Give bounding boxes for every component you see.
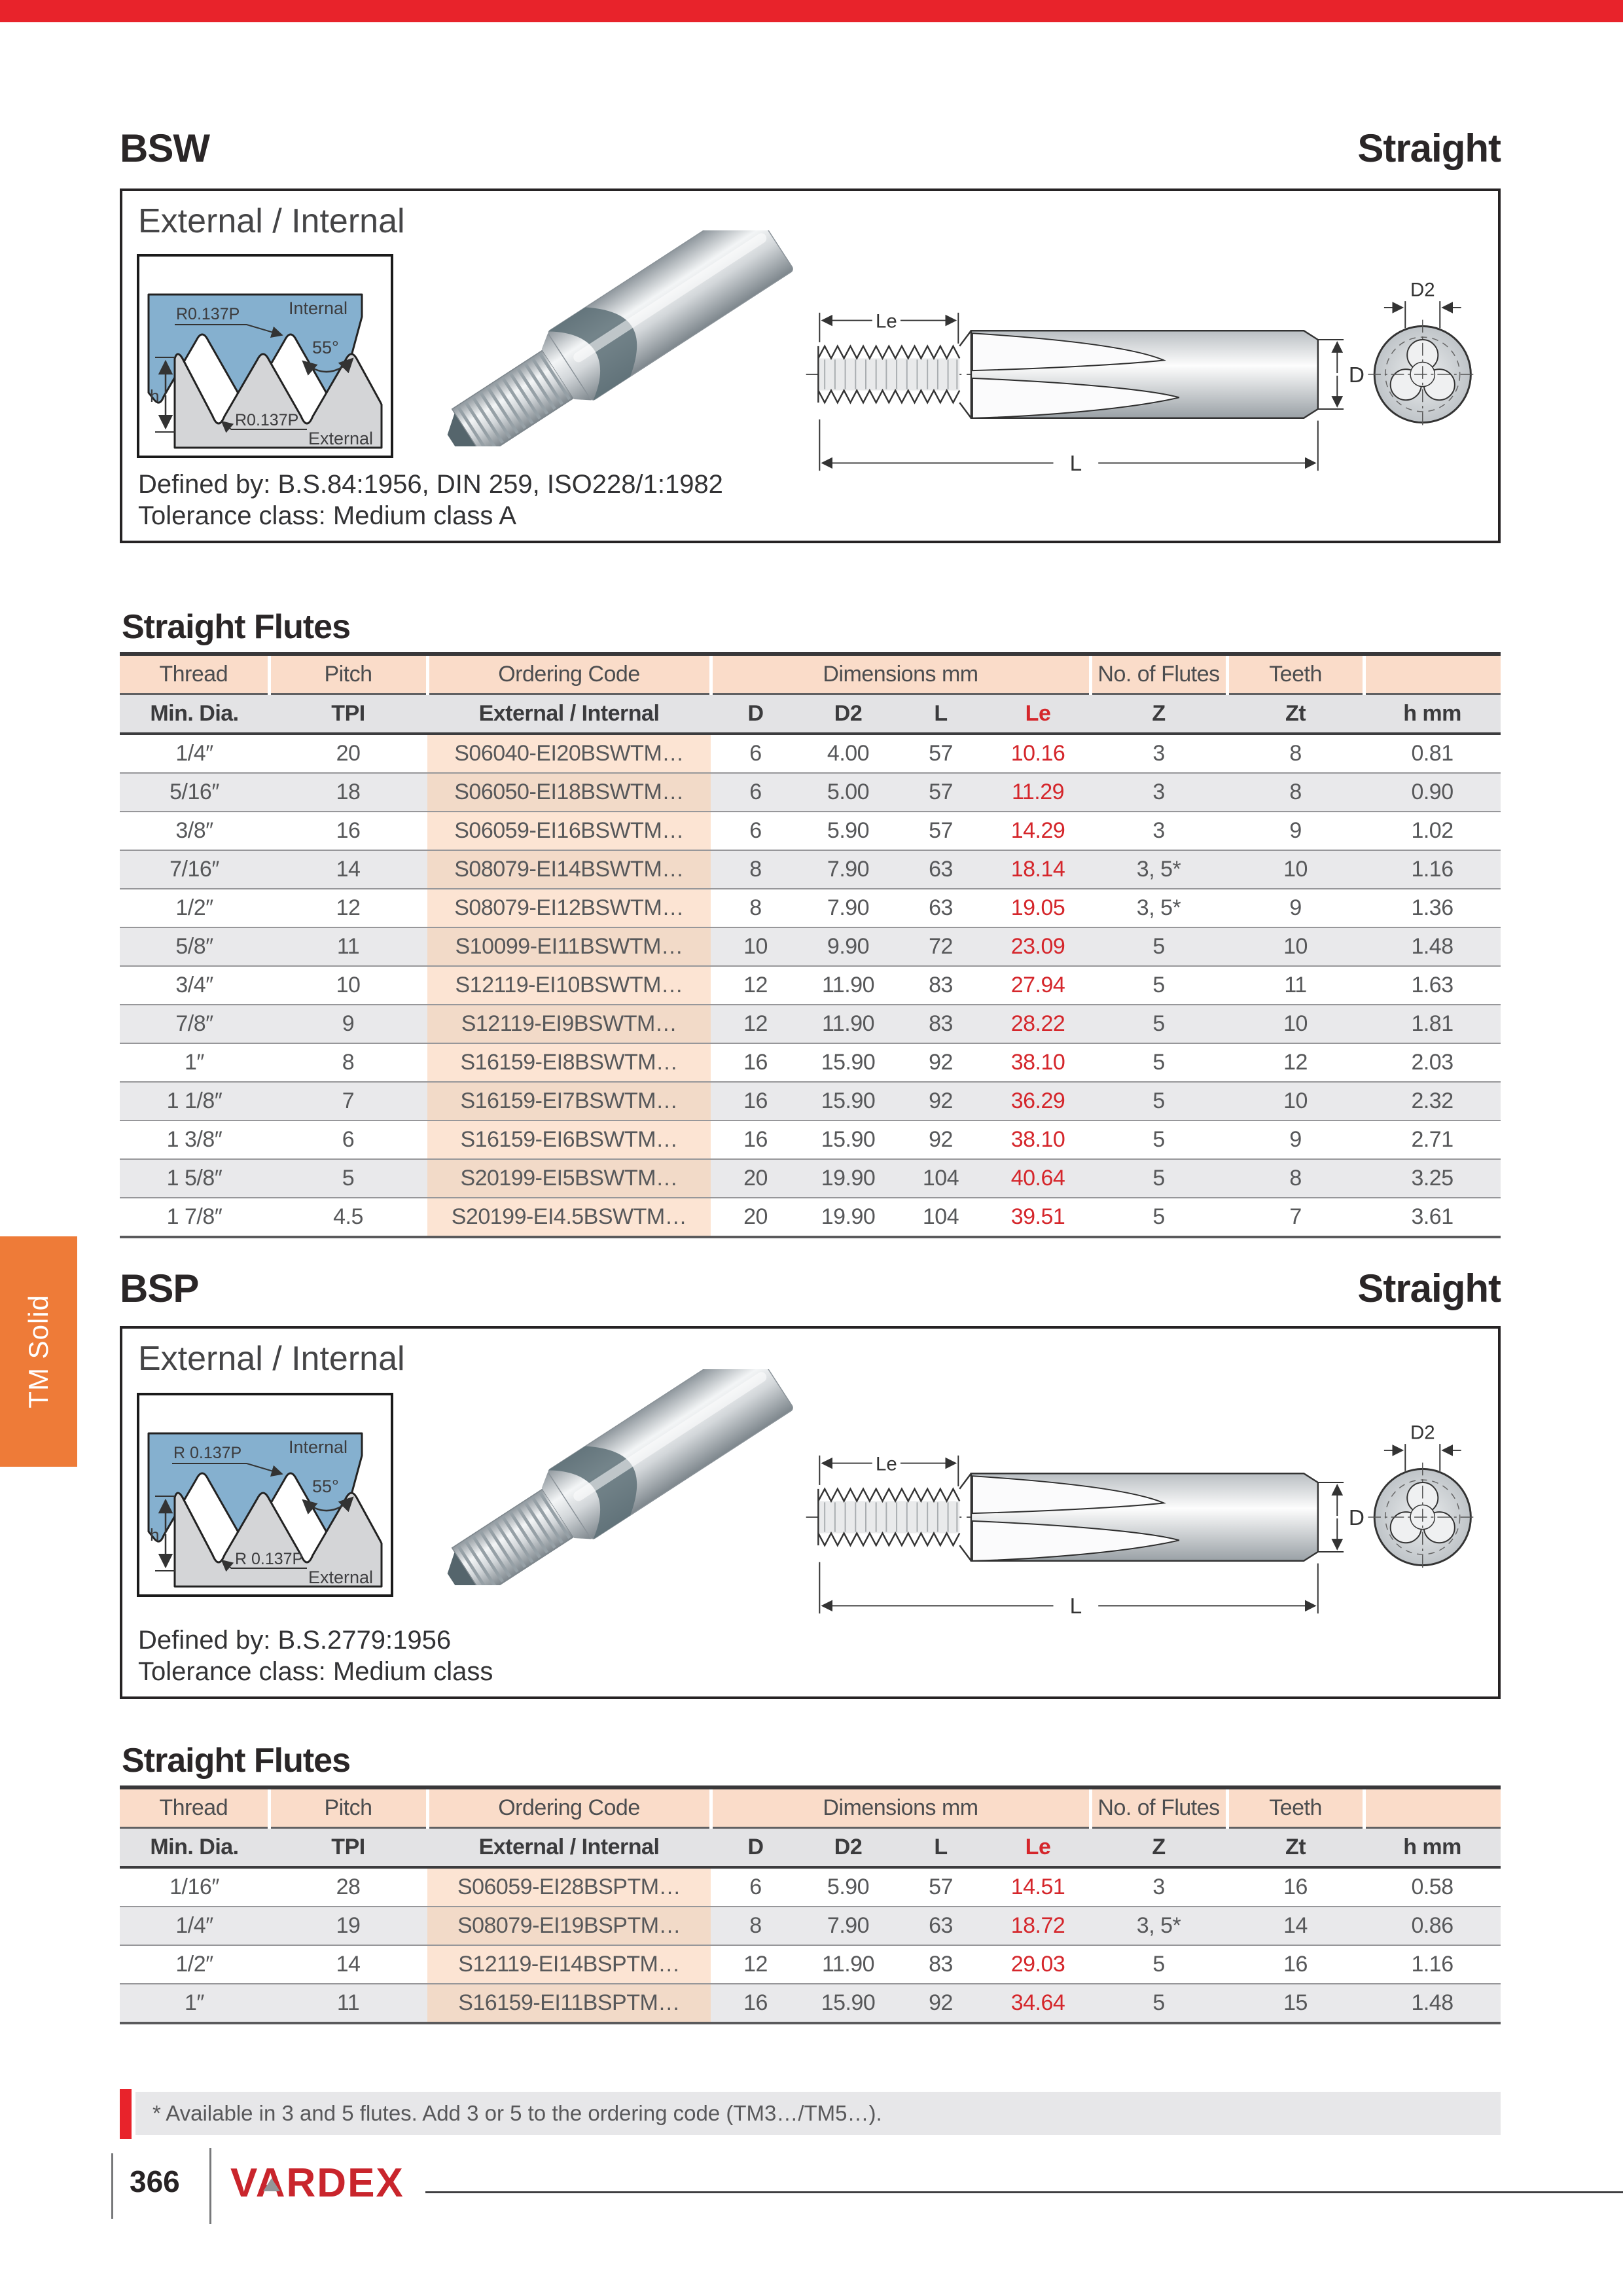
table-cell: 8	[749, 895, 762, 920]
table-cell: 16	[336, 818, 361, 843]
table-cell: S12119-EI9BSWTM…	[427, 1005, 711, 1043]
table-cell: 1.48	[1411, 1990, 1454, 2015]
table-cell: 57	[929, 818, 953, 843]
table-cell: 5	[1152, 1990, 1165, 2015]
table-row	[120, 1043, 1501, 1082]
table-cell: 10	[1283, 934, 1308, 959]
footer-divider	[111, 2153, 113, 2219]
table-cell: 11.90	[821, 1011, 875, 1036]
column-header: D	[711, 1828, 800, 1868]
table-cell: 3, 5*	[1136, 895, 1181, 920]
external-label: External	[308, 429, 374, 448]
table-cell: 6	[342, 1127, 355, 1152]
table-row	[120, 889, 1501, 927]
column-header: h mm	[1364, 694, 1501, 734]
brand-name: VARDEX	[230, 2161, 404, 2206]
d2-dimension-label: D2	[1410, 1422, 1435, 1444]
column-header: TPI	[269, 694, 427, 734]
table-cell: 2.32	[1411, 1088, 1454, 1113]
table-group-header	[120, 1787, 1501, 1828]
column-header: Thread	[120, 654, 269, 694]
bsw-spec-box	[120, 188, 1501, 543]
table-cell: 16	[743, 1088, 768, 1113]
column-header: Teeth	[1227, 1787, 1364, 1828]
table-cell: 72	[929, 934, 953, 959]
table-cell: 19.90	[821, 1204, 876, 1229]
table-cell: 15.90	[821, 1990, 876, 2015]
table-cell: S08079-EI12BSWTM…	[427, 889, 711, 927]
table-cell: 83	[929, 1011, 953, 1036]
table-cell: 57	[929, 741, 953, 766]
table-row	[120, 1867, 1501, 1907]
d-dimension-label: D	[1348, 1505, 1365, 1530]
table-cell: 4.5	[333, 1204, 363, 1229]
column-header: D	[711, 694, 800, 734]
column-header: Le	[986, 694, 1090, 734]
column-header: D2	[800, 1828, 896, 1868]
table-cell: 5	[1152, 1952, 1165, 1977]
column-header: Thread	[120, 1787, 269, 1828]
table-cell: 15.90	[821, 1127, 876, 1152]
table-cell: 14.29	[1010, 818, 1065, 843]
table-cell: 19.05	[1010, 895, 1065, 920]
side-tab-tm-solid[interactable]	[0, 1236, 77, 1467]
bsw-flutes-title: Straight Flutes	[122, 608, 351, 646]
table-cell: 5	[1152, 1011, 1165, 1036]
table-row	[120, 850, 1501, 889]
bsw-technical-drawing	[796, 257, 1484, 492]
table-row	[120, 1984, 1501, 2023]
column-header: Zt	[1227, 1828, 1364, 1868]
table-cell: 11	[336, 934, 360, 959]
table-cell: 15.90	[821, 1050, 876, 1075]
table-cell: 38.10	[1010, 1127, 1065, 1152]
table-cell: 10	[743, 934, 768, 959]
table-cell: 3	[1152, 780, 1165, 804]
table-cell: 57	[929, 780, 953, 804]
tolerance-text: Tolerance class: Medium class	[138, 1657, 493, 1686]
column-header: Le	[986, 1828, 1090, 1868]
table-cell: 28.22	[1010, 1011, 1065, 1036]
table-cell: 1 1/8″	[166, 1088, 223, 1113]
column-header: External / Internal	[427, 1828, 711, 1868]
table-cell: 0.58	[1411, 1874, 1454, 1899]
table-cell: 1 7/8″	[166, 1204, 223, 1229]
table-cell: 7	[1289, 1204, 1302, 1229]
table-cell: 7/16″	[169, 857, 219, 882]
column-header	[1364, 1787, 1501, 1828]
bsw-heading-row	[120, 126, 1501, 171]
table-cell: 1/16″	[169, 1874, 219, 1899]
table-row	[120, 1198, 1501, 1237]
bsp-heading-row	[120, 1266, 1501, 1311]
table-row	[120, 927, 1501, 966]
table-cell: 12	[1283, 1050, 1308, 1075]
column-header: Pitch	[269, 1787, 427, 1828]
table-cell: 2.03	[1411, 1050, 1454, 1075]
table-cell: 83	[929, 1952, 953, 1977]
table-cell: 8	[342, 1050, 355, 1075]
internal-label: Internal	[289, 298, 348, 318]
table-cell: 14	[1283, 1913, 1308, 1938]
section-title-bsp: BSP	[120, 1266, 199, 1310]
table-cell: 0.86	[1411, 1913, 1454, 1938]
table-cell: 9.90	[827, 934, 870, 959]
table-cell: 5.00	[827, 780, 870, 804]
table-row	[120, 1121, 1501, 1159]
table-cell: 6	[749, 741, 762, 766]
table-cell: 4.00	[827, 741, 870, 766]
table-cell: 5	[1152, 1050, 1165, 1075]
table-cell: 38.10	[1010, 1050, 1065, 1075]
table-cell: 8	[1289, 780, 1302, 804]
table-cell: 11.90	[821, 1952, 875, 1977]
table-cell: 1.16	[1411, 1952, 1454, 1977]
table-cell: 1.16	[1411, 857, 1454, 882]
table-cell: 6	[749, 780, 762, 804]
table-cell: 5/16″	[169, 780, 219, 804]
table-cell: 5	[1152, 1127, 1165, 1152]
bsp-box-title: External / Internal	[138, 1340, 405, 1378]
table-cell: S08079-EI14BSWTM…	[427, 850, 711, 889]
bsp-thread-profile-diagram	[137, 1393, 393, 1597]
table-cell: 104	[922, 1204, 959, 1229]
table-row	[120, 966, 1501, 1005]
table-cell: 1/2″	[175, 895, 213, 920]
table-cell: 23.09	[1010, 934, 1065, 959]
table-cell: 5	[342, 1166, 355, 1191]
table-cell: 8	[1289, 1166, 1302, 1191]
table-cell: S20199-EI5BSWTM…	[427, 1159, 711, 1198]
table-cell: S10099-EI11BSWTM…	[427, 927, 711, 966]
column-header: Z	[1090, 1828, 1227, 1868]
column-header: Ordering Code	[427, 1787, 711, 1828]
table-row	[120, 1159, 1501, 1198]
h-dimension-label: h	[150, 1525, 160, 1545]
footer-rule	[425, 2191, 1623, 2193]
column-header: No. of Flutes	[1090, 1787, 1227, 1828]
table-cell: 12	[743, 1952, 768, 1977]
table-cell: 1.81	[1411, 1011, 1454, 1036]
bsp-defined-by	[138, 1624, 493, 1687]
bsw-defined-by	[138, 469, 723, 531]
table-cell: 14	[336, 1952, 361, 1977]
table-cell: 10	[1283, 1088, 1308, 1113]
footnote-text: * Available in 3 and 5 flutes. Add 3 or 5 to the ordering code (TM3…/TM5…).	[152, 2101, 882, 2125]
table-cell: 27.94	[1010, 973, 1065, 997]
table-cell: 9	[1289, 818, 1302, 843]
table-cell: 16	[743, 1050, 768, 1075]
table-cell: 10	[1283, 857, 1308, 882]
table-cell: 19.90	[821, 1166, 876, 1191]
column-header: Dimensions mm	[711, 654, 1090, 694]
defined-by-text: Defined by: B.S.2779:1956	[138, 1626, 452, 1655]
table-group-header	[120, 654, 1501, 694]
table-cell: 40.64	[1010, 1166, 1065, 1191]
table-cell: 20	[336, 741, 361, 766]
table-cell: S12119-EI14BSPTM…	[427, 1945, 711, 1984]
column-header	[1364, 654, 1501, 694]
table-cell: S20199-EI4.5BSWTM…	[427, 1198, 711, 1237]
table-cell: 2.71	[1411, 1127, 1454, 1152]
table-cell: 1 3/8″	[166, 1127, 223, 1152]
external-label: External	[308, 1568, 374, 1587]
table-cell: 92	[929, 1088, 953, 1113]
d-dimension-label: D	[1348, 363, 1365, 387]
bsp-spec-box	[120, 1326, 1501, 1699]
table-cell: 92	[929, 1990, 953, 2015]
bsw-table	[120, 652, 1501, 1238]
table-cell: 5.90	[827, 818, 870, 843]
table-cell: 6	[749, 818, 762, 843]
bsp-table-body	[120, 1867, 1501, 2023]
column-header: Zt	[1227, 694, 1364, 734]
table-cell: 5	[1152, 1166, 1165, 1191]
table-cell: S06040-EI20BSWTM…	[427, 734, 711, 773]
table-cell: 14	[336, 857, 361, 882]
table-cell: 20	[743, 1166, 768, 1191]
logo-triangle-icon	[263, 2178, 280, 2191]
table-cell: 1/4″	[175, 741, 213, 766]
table-row	[120, 1945, 1501, 1984]
table-cell: 8	[749, 857, 762, 882]
table-cell: S12119-EI10BSWTM…	[427, 966, 711, 1005]
table-cell: 1.36	[1411, 895, 1454, 920]
table-cell: 11	[1284, 973, 1307, 997]
table-sub-header	[120, 1828, 1501, 1868]
table-cell: S06059-EI28BSPTM…	[427, 1867, 711, 1907]
table-cell: 9	[1289, 1127, 1302, 1152]
h-dimension-label: h	[150, 386, 160, 406]
table-cell: S16159-EI7BSWTM…	[427, 1082, 711, 1121]
table-cell: 9	[1289, 895, 1302, 920]
table-cell: 20	[743, 1204, 768, 1229]
table-cell: 18	[336, 780, 361, 804]
table-cell: 63	[929, 895, 953, 920]
table-row	[120, 1005, 1501, 1043]
table-cell: 19	[336, 1913, 361, 1938]
table-cell: 1″	[185, 1050, 204, 1075]
table-cell: 63	[929, 857, 953, 882]
table-cell: 3	[1152, 818, 1165, 843]
l-dimension-label: L	[1069, 1594, 1082, 1619]
table-cell: 8	[749, 1913, 762, 1938]
bsw-table-body	[120, 734, 1501, 1237]
column-header: Z	[1090, 694, 1227, 734]
bsp-table	[120, 1785, 1501, 2024]
table-cell: 16	[743, 1990, 768, 2015]
table-cell: 3, 5*	[1136, 1913, 1181, 1938]
table-cell: 16	[743, 1127, 768, 1152]
table-cell: 0.90	[1411, 780, 1454, 804]
table-cell: 63	[929, 1913, 953, 1938]
table-cell: 9	[342, 1011, 355, 1036]
column-header: Teeth	[1227, 654, 1364, 694]
table-cell: 14.51	[1010, 1874, 1065, 1899]
radius-bottom-label: R0.137P	[235, 411, 299, 429]
tolerance-text: Tolerance class: Medium class A	[138, 501, 517, 530]
table-cell: 8	[1289, 741, 1302, 766]
column-header: No. of Flutes	[1090, 654, 1227, 694]
le-dimension-label: Le	[876, 310, 897, 332]
table-row	[120, 1082, 1501, 1121]
table-cell: 3.61	[1411, 1204, 1454, 1229]
table-cell: S16159-EI11BSPTM…	[427, 1984, 711, 2023]
table-cell: 7.90	[827, 1913, 870, 1938]
section-subtitle-straight: Straight	[1357, 1266, 1501, 1310]
table-cell: 12	[743, 973, 768, 997]
column-header: Pitch	[269, 654, 427, 694]
table-sub-header	[120, 694, 1501, 734]
table-cell: 5	[1152, 1204, 1165, 1229]
le-dimension-label: Le	[876, 1453, 897, 1475]
table-cell: 104	[922, 1166, 959, 1191]
page-number: 366	[130, 2164, 180, 2198]
table-cell: S16159-EI6BSWTM…	[427, 1121, 711, 1159]
column-header: Ordering Code	[427, 654, 711, 694]
table-cell: 5	[1152, 973, 1165, 997]
table-cell: 3.25	[1411, 1166, 1454, 1191]
table-row	[120, 1907, 1501, 1945]
vardex-logo	[230, 2160, 1623, 2206]
column-header: h mm	[1364, 1828, 1501, 1868]
table-cell: 83	[929, 973, 953, 997]
table-cell: 3	[1152, 741, 1165, 766]
table-cell: 12	[336, 895, 361, 920]
top-red-bar	[0, 0, 1623, 22]
table-cell: 7	[342, 1088, 355, 1113]
section-title-bsw: BSW	[120, 126, 209, 170]
section-subtitle-straight: Straight	[1357, 126, 1501, 170]
table-cell: 3/8″	[175, 818, 213, 843]
table-cell: 1.48	[1411, 934, 1454, 959]
angle-label: 55°	[312, 1477, 339, 1496]
table-cell: 10	[1283, 1011, 1308, 1036]
radius-bottom-label: R 0.137P	[235, 1550, 304, 1568]
d2-dimension-label: D2	[1410, 279, 1435, 301]
bsp-tool-photo	[410, 1369, 816, 1585]
table-cell: 1/4″	[175, 1913, 213, 1938]
table-cell: 39.51	[1010, 1204, 1065, 1229]
table-cell: 15	[1283, 1990, 1308, 2015]
l-dimension-label: L	[1069, 452, 1082, 476]
table-cell: 1.02	[1411, 818, 1454, 843]
table-cell: 15.90	[821, 1088, 876, 1113]
table-cell: 1″	[185, 1990, 204, 2015]
table-row	[120, 773, 1501, 812]
radius-top-label: R0.137P	[176, 305, 240, 323]
bsw-thread-profile-diagram	[137, 254, 393, 458]
table-cell: 1 5/8″	[166, 1166, 223, 1191]
table-cell: 12	[743, 1011, 768, 1036]
internal-label: Internal	[289, 1437, 348, 1457]
table-cell: 18.72	[1010, 1913, 1065, 1938]
footnote	[135, 2092, 1501, 2135]
table-cell: 11	[336, 1990, 360, 2015]
table-cell: 92	[929, 1127, 953, 1152]
column-header: D2	[800, 694, 896, 734]
table-cell: 10.16	[1010, 741, 1065, 766]
table-cell: 1/2″	[175, 1952, 213, 1977]
table-cell: 16	[1283, 1874, 1308, 1899]
radius-top-label: R 0.137P	[173, 1444, 242, 1462]
table-cell: 57	[929, 1874, 953, 1899]
table-cell: 0.81	[1411, 741, 1454, 766]
table-cell: 29.03	[1010, 1952, 1065, 1977]
column-header: TPI	[269, 1828, 427, 1868]
table-cell: S08079-EI19BSPTM…	[427, 1907, 711, 1945]
table-cell: 3	[1152, 1874, 1165, 1899]
table-cell: 1.63	[1411, 973, 1454, 997]
column-header: Min. Dia.	[120, 694, 269, 734]
table-cell: 11.90	[821, 973, 875, 997]
table-cell: 6	[749, 1874, 762, 1899]
table-cell: S16159-EI8BSWTM…	[427, 1043, 711, 1082]
bsw-box-title: External / Internal	[138, 202, 405, 240]
table-cell: 16	[1283, 1952, 1308, 1977]
column-header: Min. Dia.	[120, 1828, 269, 1868]
table-cell: 5/8″	[175, 934, 213, 959]
table-cell: 7/8″	[175, 1011, 213, 1036]
bsp-technical-drawing	[796, 1399, 1484, 1635]
table-cell: 11.29	[1011, 780, 1065, 804]
table-cell: 3/4″	[175, 973, 213, 997]
column-header: Dimensions mm	[711, 1787, 1090, 1828]
table-cell: 18.14	[1010, 857, 1065, 882]
table-cell: S06050-EI18BSWTM…	[427, 773, 711, 812]
angle-label: 55°	[312, 338, 339, 357]
table-cell: 5	[1152, 934, 1165, 959]
table-cell: 5.90	[827, 1874, 870, 1899]
column-header: L	[896, 694, 986, 734]
column-header: L	[896, 1828, 986, 1868]
table-cell: 10	[336, 973, 361, 997]
table-cell: 34.64	[1010, 1990, 1065, 2015]
footer-divider	[209, 2148, 211, 2224]
table-cell: 92	[929, 1050, 953, 1075]
table-cell: S06059-EI16BSWTM…	[427, 812, 711, 850]
bsw-tool-photo	[410, 230, 816, 446]
table-cell: 3, 5*	[1136, 857, 1181, 882]
column-header: External / Internal	[427, 694, 711, 734]
table-cell: 28	[336, 1874, 361, 1899]
side-tab-label: TM Solid	[23, 1295, 54, 1408]
table-cell: 5	[1152, 1088, 1165, 1113]
table-row	[120, 812, 1501, 850]
bsp-flutes-title: Straight Flutes	[122, 1742, 351, 1780]
table-row	[120, 734, 1501, 773]
defined-by-text: Defined by: B.S.84:1956, DIN 259, ISO228/1:1982	[138, 470, 723, 499]
footnote-accent-bar	[120, 2089, 132, 2139]
table-cell: 7.90	[827, 895, 870, 920]
table-cell: 7.90	[827, 857, 870, 882]
table-cell: 36.29	[1010, 1088, 1065, 1113]
